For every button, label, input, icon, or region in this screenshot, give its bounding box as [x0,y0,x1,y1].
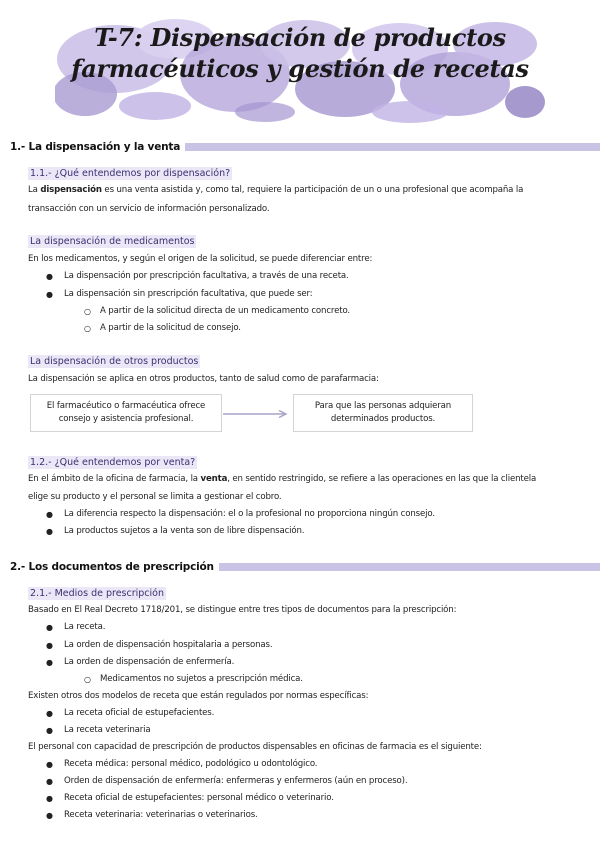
list-item-text: La receta oficial de estupefacientes. [64,708,215,718]
flow-box-left-line2: consejo y asistencia profesional. [58,414,194,424]
list-item-text: La productos sujetos a la venta son de libre dispensación. [64,526,305,536]
section-heading-2-bar [219,563,600,571]
list-item [46,525,304,538]
section-heading-1 [10,140,600,154]
list-item-text: La orden de dispensación hospitalaria a personas. [64,640,273,650]
venta-definition-line2: elige su producto y el personal se limita a gestionar el cobro. [28,492,282,502]
list-item [46,792,334,805]
sub-list-item-text: A partir de la solicitud directa de un medicamento concreto. [100,306,350,316]
list-item [46,775,407,788]
medios-intro: Basado en El Real Decreto 1718/201, se distingue entre tres tipos de documentos para la prescripción: [28,605,457,615]
otros-modelos-intro: Existen otros dos modelos de receta que están regulados por normas específicas: [28,691,369,701]
page-title-line2: farmacéuticos y gestión de recetas [71,54,529,83]
flow-arrow-icon [223,410,291,418]
list-item [46,621,105,634]
section-heading-2 [10,560,600,574]
list-item-text: La receta veterinaria [64,725,151,735]
text-fragment: , en sentido restringido, se refiere a las operaciones en las que la clientela [227,474,537,484]
list-item [46,639,272,652]
list-item-text: La orden de dispensación de enfermería. [64,657,235,667]
list-item-text: Receta veterinaria: veterinarias o veterinarios. [64,810,258,820]
list-item-text: La dispensación por prescripción facultativa, a través de una receta. [64,271,349,281]
flow-box-left-line1: El farmacéutico o farmacéutica ofrece [46,401,206,411]
sub-list-item-text: Medicamentos no sujetos a prescripción médica. [100,674,303,684]
section-heading-1-bar [185,143,600,151]
list-item-text: La dispensación sin prescripción facultativa, que puede ser: [64,289,313,299]
list-item-text: La diferencia respecto la dispensación: el o la profesional no proporciona ningún consejo. [64,509,435,519]
dispensacion-definition-line2: transacción con un servicio de información personalizado. [28,204,270,214]
text-fragment: La [28,185,41,195]
dispensacion-definition [28,184,523,197]
medicamentos-intro: En los medicamentos, y según el origen de la solicitud, se puede diferenciar entre: [28,254,373,264]
list-item [46,508,435,521]
section-heading-1-label: 1.- La dispensación y la venta [10,141,181,153]
personal-prescripcion-intro: El personal con capacidad de prescripción de productos dispensables en oficinas de farmacia es el siguiente: [28,742,482,752]
text-fragment: En el ámbito de la oficina de farmacia, la [28,474,201,484]
list-item-text: Orden de dispensación de enfermería: enfermeras y enfermeros (aún en proceso). [64,776,408,786]
flow-box-right-line2: determinados productos. [330,414,436,424]
list-item-text: Receta médica: personal médico, podológico u odontológico. [64,759,318,769]
list-item [46,809,258,822]
flow-box-personas [293,394,473,432]
list-item-text: La receta. [64,622,106,632]
list-item [46,656,234,669]
subsection-1-1-heading: 1.1.- ¿Qué entendemos por dispensación? [30,168,231,179]
medicamentos-heading: La dispensación de medicamentos [30,236,195,247]
text-fragment: es una venta asistida y, como tal, requiere la participación de un o una profesional que acompaña la [101,185,524,195]
sub-list-item [84,322,241,335]
venta-definition [28,473,536,486]
subsection-2-1-heading: 2.1.- Medios de prescripción [30,588,164,599]
page-title [0,22,600,84]
otros-productos-intro: La dispensación se aplica en otros productos, tanto de salud como de parafarmacia: [28,374,379,384]
term-venta: venta [200,474,228,484]
sub-list-item-text: A partir de la solicitud de consejo. [100,323,241,333]
subsection-1-2-heading: 1.2.- ¿Qué entendemos por venta? [30,457,196,468]
flow-box-farmaceutico [30,394,222,432]
term-dispensacion: dispensación [40,185,102,195]
sub-list-item [84,673,303,686]
list-item [46,724,151,737]
sub-list-item [84,305,350,318]
page-title-line1: T-7: Dispensación de productos [94,23,506,52]
flow-box-right-line1: Para que las personas adquieran [314,401,452,411]
list-item [46,288,313,301]
list-item [46,707,214,720]
section-heading-2-label: 2.- Los documentos de prescripción [10,561,214,573]
list-item-text: Receta oficial de estupefacientes: personal médico o veterinario. [64,793,334,803]
list-item [46,270,349,283]
list-item [46,758,317,771]
otros-productos-heading: La dispensación de otros productos [30,356,199,367]
